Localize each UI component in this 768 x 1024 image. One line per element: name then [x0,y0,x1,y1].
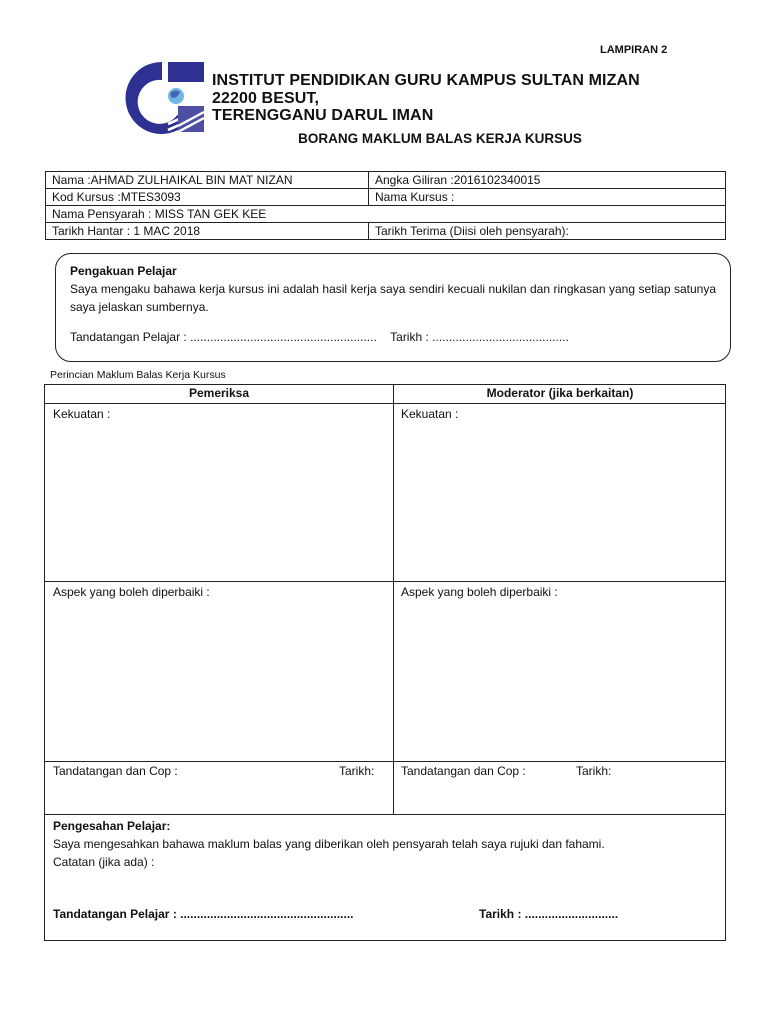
moderator-aspek[interactable]: Aspek yang boleh diperbaiki : [401,585,558,599]
table-row [46,172,726,189]
moderator-tarikh[interactable]: Tarikh: [576,764,612,778]
institute-state: TERENGGANU DARUL IMAN [212,107,434,124]
pengakuan-signature[interactable]: Tandatangan Pelajar : ........................................................ [70,330,377,344]
pengakuan-signature-line [70,330,716,344]
angka-giliran-field[interactable]: Angka Giliran :2016102340015 [369,172,726,189]
pemeriksa-tarikh[interactable]: Tarikh: [339,764,375,778]
moderator-tandatangan[interactable]: Tandatangan dan Cop : [401,764,526,778]
kod-kursus-field[interactable]: Kod Kursus :MTES3093 [46,189,369,206]
pengakuan-box [55,253,731,362]
pengakuan-date[interactable]: Tarikh : ......................................... [390,330,569,344]
grid-divider [45,761,725,762]
table-row [46,189,726,206]
pengesahan-date[interactable]: Tarikh : ............................ [479,907,619,921]
nama-field[interactable]: Nama :AHMAD ZULHAIKAL BIN MAT NIZAN [46,172,369,189]
grid-divider [45,581,725,582]
pengesahan-box [44,814,726,941]
student-info-table [45,171,726,240]
pengesahan-heading: Pengesahan Pelajar: [53,819,171,833]
table-row [46,206,726,223]
feedback-grid [44,384,726,815]
table-row [46,223,726,240]
catatan-field[interactable]: Catatan (jika ada) : [53,855,155,869]
form-title: BORANG MAKLUM BALAS KERJA KURSUS [298,131,582,146]
pengakuan-heading: Pengakuan Pelajar [70,264,177,278]
institute-address: 22200 BESUT, [212,90,320,107]
moderator-kekuatan[interactable]: Kekuatan : [401,407,459,421]
tarikh-hantar-field[interactable]: Tarikh Hantar : 1 MAC 2018 [46,223,369,240]
institute-name: INSTITUT PENDIDIKAN GURU KAMPUS SULTAN MIZAN [212,72,640,89]
tarikh-terima-field[interactable]: Tarikh Terima (Diisi oleh pensyarah): [369,223,726,240]
nama-kursus-field[interactable]: Nama Kursus : [369,189,726,206]
nama-pensyarah-field[interactable]: Nama Pensyarah : MISS TAN GEK KEE [46,206,726,223]
pengesahan-signature[interactable]: Tandatangan Pelajar : .................................................... [53,907,354,921]
pemeriksa-aspek[interactable]: Aspek yang boleh diperbaiki : [53,585,210,599]
pengakuan-text: Saya mengaku bahawa kerja kursus ini adalah hasil kerja saya sendiri kecuali nukilan dan ringkasan yang setiap satunya saya jelaskan sumbernya. [70,282,716,314]
lampiran-label: LAMPIRAN 2 [600,44,668,56]
logo-text: iPG [140,92,163,107]
col-moderator-header: Moderator (jika berkaitan) [486,386,634,400]
pemeriksa-kekuatan[interactable]: Kekuatan : [53,407,111,421]
ipg-logo [118,60,206,134]
col-pemeriksa-header: Pemeriksa [188,386,250,400]
grid-divider [393,385,394,814]
pengesahan-text: Saya mengesahkan bahawa maklum balas yang diberikan oleh pensyarah telah saya rujuki dan fahami. [53,837,605,851]
pemeriksa-tandatangan[interactable]: Tandatangan dan Cop : [53,764,178,778]
grid-divider [45,403,725,404]
perincian-label: Perincian Maklum Balas Kerja Kursus [50,369,226,381]
